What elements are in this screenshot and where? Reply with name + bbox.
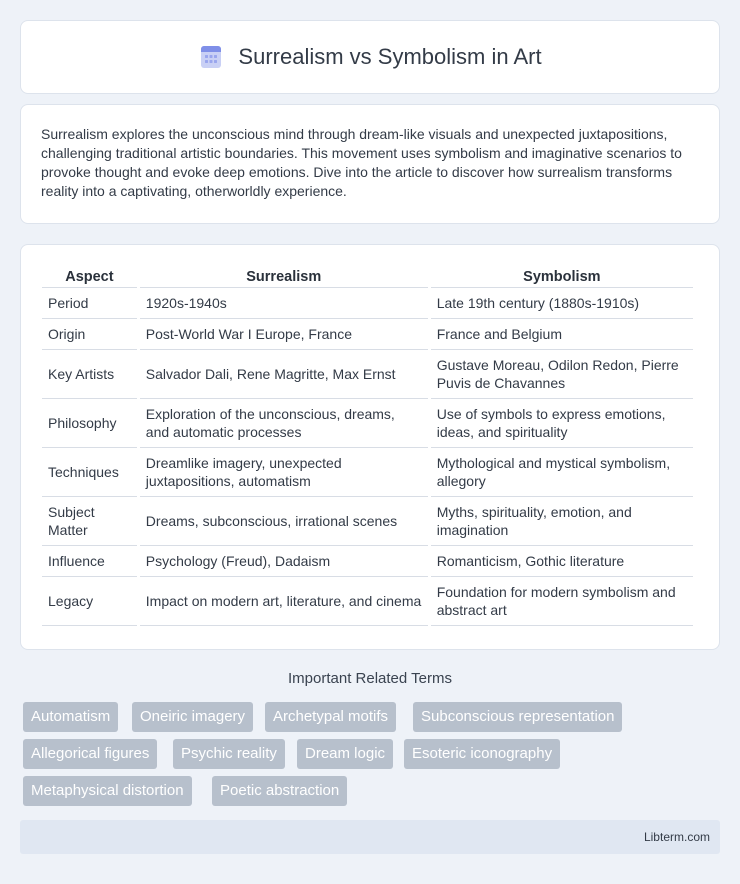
comparison-table <box>39 265 696 626</box>
cell-surrealism: 1920s-1940s <box>140 288 428 319</box>
tag-esoteric-iconography[interactable]: Esoteric iconography <box>404 739 560 769</box>
footer-site-link[interactable]: Libterm.com <box>643 830 710 844</box>
table-row <box>42 546 693 577</box>
cell-aspect: Legacy <box>42 577 137 626</box>
cell-symbolism: Use of symbols to express emotions, ideas, and spirituality <box>431 399 693 448</box>
cell-symbolism: Myths, spirituality, emotion, and imagination <box>431 497 693 546</box>
cell-symbolism: Mythological and mystical symbolism, allegory <box>431 448 693 497</box>
cell-aspect: Origin <box>42 319 137 350</box>
cell-aspect: Period <box>42 288 137 319</box>
related-terms-title: Important Related Terms <box>288 670 452 687</box>
cell-surrealism: Exploration of the unconscious, dreams, and automatic processes <box>140 399 428 448</box>
cell-aspect: Influence <box>42 546 137 577</box>
cell-symbolism: France and Belgium <box>431 319 693 350</box>
tag-subconscious-representation[interactable]: Subconscious representation <box>413 702 622 732</box>
footer <box>20 820 720 854</box>
tag-metaphysical-distortion[interactable]: Metaphysical distortion <box>23 776 192 806</box>
table-row <box>42 288 693 319</box>
header-surrealism: Surrealism <box>140 265 428 288</box>
cell-aspect: Techniques <box>42 448 137 497</box>
tag-archetypal-motifs[interactable]: Archetypal motifs <box>265 702 396 732</box>
tag-automatism[interactable]: Automatism <box>23 702 118 732</box>
header-aspect: Aspect <box>42 265 137 288</box>
table-row <box>42 319 693 350</box>
cell-surrealism: Psychology (Freud), Dadaism <box>140 546 428 577</box>
cell-symbolism: Late 19th century (1880s-1910s) <box>431 288 693 319</box>
cell-surrealism: Dreams, subconscious, irrational scenes <box>140 497 428 546</box>
table-row <box>42 399 693 448</box>
cell-surrealism: Impact on modern art, literature, and cinema <box>140 577 428 626</box>
cell-aspect: Key Artists <box>42 350 137 399</box>
table-row <box>42 497 693 546</box>
table-row <box>42 577 693 626</box>
cell-symbolism: Romanticism, Gothic literature <box>431 546 693 577</box>
document-icon <box>198 44 224 70</box>
intro-text: Surrealism explores the unconscious mind through dream-like visuals and unexpected juxtapositions, challenging traditional artistic boundaries. This movement uses symbolism and imaginative scenarios to provoke thought and evoke deep emotions. Dive into the article to discover how surrealism transforms reality into a captivating, otherworldly experience. <box>41 126 682 199</box>
table-row <box>42 448 693 497</box>
comparison-table-card <box>20 244 720 650</box>
tag-allegorical-figures[interactable]: Allegorical figures <box>23 739 157 769</box>
cell-surrealism: Dreamlike imagery, unexpected juxtapositions, automatism <box>140 448 428 497</box>
title-card <box>20 20 720 94</box>
tag-dream-logic[interactable]: Dream logic <box>297 739 393 769</box>
header-symbolism: Symbolism <box>431 265 693 288</box>
intro-card <box>20 104 720 224</box>
tag-psychic-reality[interactable]: Psychic reality <box>173 739 285 769</box>
cell-symbolism: Foundation for modern symbolism and abstract art <box>431 577 693 626</box>
table-row <box>42 350 693 399</box>
tag-oneiric-imagery[interactable]: Oneiric imagery <box>132 702 253 732</box>
tag-poetic-abstraction[interactable]: Poetic abstraction <box>212 776 347 806</box>
cell-symbolism: Gustave Moreau, Odilon Redon, Pierre Puvis de Chavannes <box>431 350 693 399</box>
cell-surrealism: Post-World War I Europe, France <box>140 319 428 350</box>
page-title: Surrealism vs Symbolism in Art <box>238 44 542 69</box>
cell-aspect: Philosophy <box>42 399 137 448</box>
cell-aspect: Subject Matter <box>42 497 137 546</box>
cell-surrealism: Salvador Dali, Rene Magritte, Max Ernst <box>140 350 428 399</box>
